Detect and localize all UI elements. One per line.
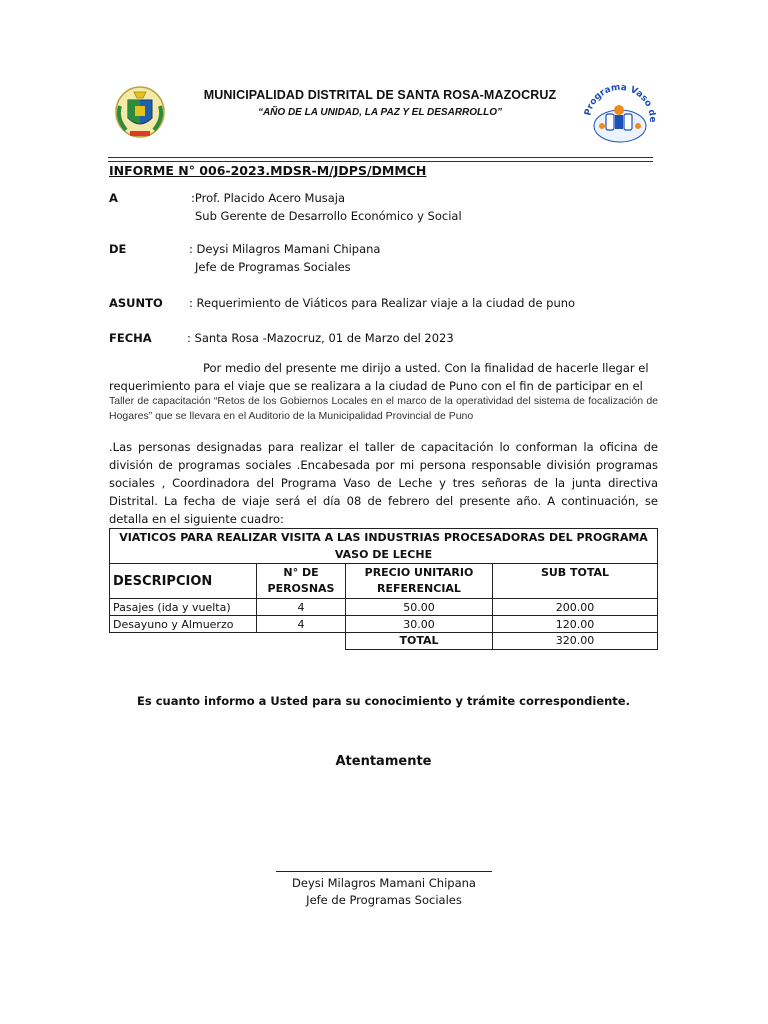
salutation: Atentamente xyxy=(335,754,432,769)
table-cell-description: Pasajes (ida y vuelta) xyxy=(110,599,257,616)
date-text: : Santa Rosa -Mazocruz, 01 de Marzo del 2023 xyxy=(187,331,454,345)
viaticos-table xyxy=(109,528,658,650)
signer-role: Jefe de Programas Sociales xyxy=(306,893,462,907)
header-divider-double xyxy=(108,161,653,162)
table-cell-unit-price: 50.00 xyxy=(346,599,493,616)
table-header-persons: N° DE PEROSNAS xyxy=(257,564,346,599)
body-paragraph-2: .Las personas designadas para realizar el taller de capacitación lo conforman la oficina de división de programas sociales .Encabesada por mi persona responsable división programas sociales , Coordinadora del Programa Vaso de Leche y tres señoras de la junta directiva Distrital. La fecha de viaje será el día 08 de febrero del presente año. A continuación, se detalla en el siguiente cuadro: xyxy=(109,440,658,526)
table-row xyxy=(110,616,658,633)
closing-statement: Es cuanto informo a Usted para su conocimiento y trámite correspondiente. xyxy=(137,694,630,708)
signature-line xyxy=(276,871,492,872)
from-label: DE xyxy=(109,242,127,256)
to-recipient: :Prof. Placido Acero Musaja xyxy=(191,191,346,205)
table-row xyxy=(110,599,658,616)
to-label: A xyxy=(109,191,118,205)
header-divider xyxy=(108,157,653,158)
table-header-row xyxy=(110,564,658,599)
from-sender: : Deysi Milagros Mamani Chipana xyxy=(189,242,381,256)
signer-name: Deysi Milagros Mamani Chipana xyxy=(292,876,476,890)
table-total-value: 320.00 xyxy=(493,633,658,650)
table-cell-subtotal: 120.00 xyxy=(493,616,658,633)
table-header-subtotal: SUB TOTAL xyxy=(493,564,658,599)
subject-label: ASUNTO xyxy=(109,296,163,310)
body-paragraph-1-workshop: Taller de capacitación “Retos de los Gobiernos Locales en el marco de la operatividad del sistema de focalización de Hogares” que se llevara en el Auditorio de la Municipalidad Provincial de Puno xyxy=(109,395,658,422)
table-cell-description: Desayuno y Almuerzo xyxy=(110,616,257,633)
table-header-description: DESCRIPCION xyxy=(110,564,257,599)
year-motto: “AÑO DE LA UNIDAD, LA PAZ Y EL DESARROLLO” xyxy=(257,107,503,118)
from-sender-title: Jefe de Programas Sociales xyxy=(195,260,351,274)
table-cell-unit-price: 30.00 xyxy=(346,616,493,633)
table-title: VIATICOS PARA REALIZAR VISITA A LAS INDUSTRIAS PROCESADORAS DEL PROGRAMA VASO DE LECHE xyxy=(110,529,658,564)
report-reference: INFORME N° 006-2023.MDSR-M/JDPS/DMMCH xyxy=(109,163,427,178)
table-cell-subtotal: 200.00 xyxy=(493,599,658,616)
table-total-label: TOTAL xyxy=(346,633,493,650)
date-label: FECHA xyxy=(109,331,152,345)
svg-text:Programa Vaso de Leche: Programa Vaso d xyxy=(583,82,656,118)
municipality-title: MUNICIPALIDAD DISTRITAL DE SANTA ROSA-MAZOCRUZ xyxy=(203,88,557,102)
table-header-unit-price: PRECIO UNITARIO REFERENCIAL xyxy=(346,564,493,599)
body-paragraph-1-line2: requerimiento para el viaje que se realizara a la ciudad de Puno con el fin de participar en el xyxy=(109,379,643,393)
table-cell-persons: 4 xyxy=(257,599,346,616)
subject-text: : Requerimiento de Viáticos para Realizar viaje a la ciudad de puno xyxy=(189,296,576,310)
body-paragraph-1-line1: Por medio del presente me dirijo a usted. Con la finalidad de hacerle llegar el xyxy=(203,361,649,375)
table-cell-persons: 4 xyxy=(257,616,346,633)
vaso-de-leche-logo xyxy=(582,76,656,146)
table-total-row xyxy=(110,633,658,650)
to-recipient-title: Sub Gerente de Desarrollo Económico y Social xyxy=(195,209,462,223)
